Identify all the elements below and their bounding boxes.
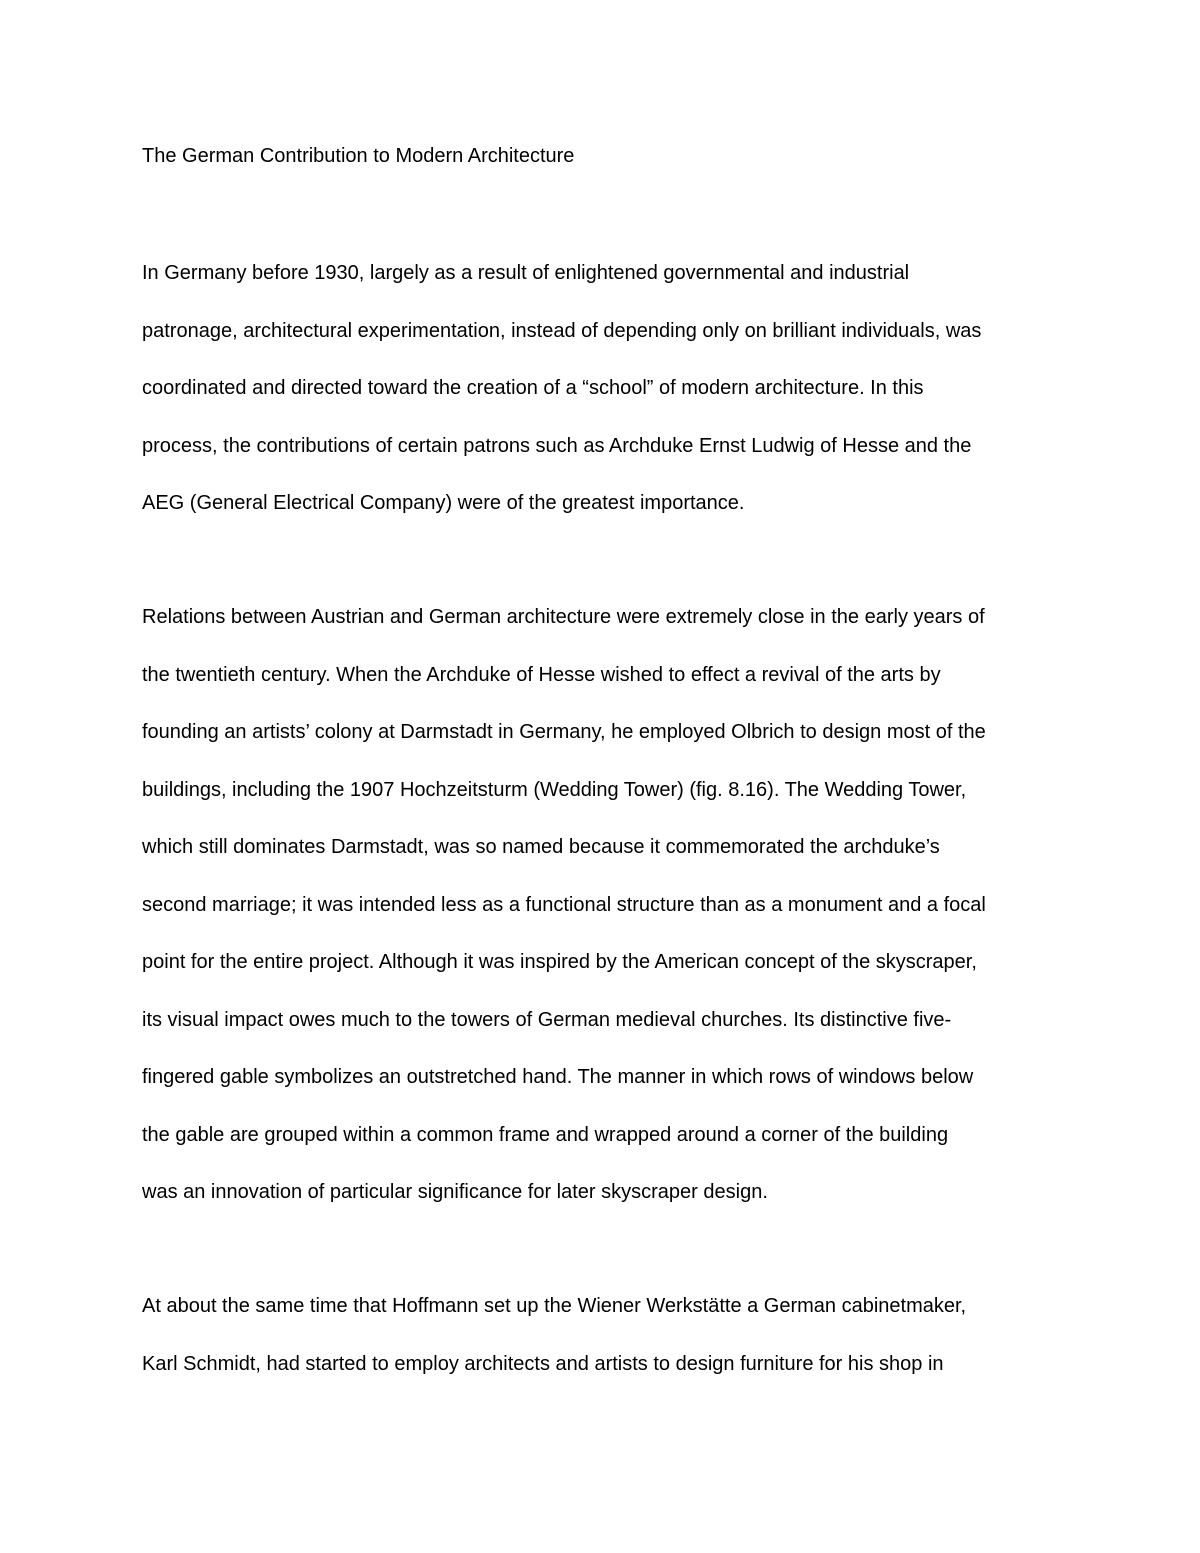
- text-line: In Germany before 1930, largely as a result of enlightened governmental and industrial: [142, 262, 910, 284]
- text-line: its visual impact owes much to the towers of German medieval churches. Its distinctive five-: [142, 1008, 952, 1031]
- text-line: At about the same time that Hoffmann set up the Wiener Werkstätte a German cabinetmaker,: [142, 1295, 967, 1317]
- paragraph: [142, 603, 1102, 1236]
- paragraph: [142, 259, 1102, 547]
- text-line: Karl Schmidt, had started to employ architects and artists to design furniture for his shop in: [142, 1352, 944, 1375]
- text-line: was an innovation of particular significance for later skyscraper design.: [142, 1181, 768, 1203]
- text-line: which still dominates Darmstadt, was so named because it commemorated the archduke’s: [142, 836, 940, 858]
- text-line: process, the contributions of certain patrons such as Archduke Ernst Ludwig of Hesse and the: [142, 434, 972, 457]
- text-line: AEG (General Electrical Company) were of the greatest importance.: [142, 492, 745, 514]
- text-line: fingered gable symbolizes an outstretched hand. The manner in which rows of windows below: [142, 1066, 974, 1088]
- text-line: Relations between Austrian and German architecture were extremely close in the early years of: [142, 606, 985, 628]
- text-line: patronage, architectural experimentation, instead of depending only on brilliant individuals, was: [142, 319, 982, 342]
- text-line: buildings, including the 1907 Hochzeitsturm (Wedding Tower) (fig. 8.16). The Wedding Tower,: [142, 778, 967, 801]
- text-line: coordinated and directed toward the creation of a “school” of modern architecture. In this: [142, 377, 924, 399]
- text-line: second marriage; it was intended less as a functional structure than as a monument and a focal: [142, 893, 986, 916]
- text-line: the twentieth century. When the Archduke of Hesse wished to effect a revival of the arts by: [142, 663, 941, 686]
- paragraph: [142, 1292, 1102, 1407]
- document-title: The German Contribution to Modern Architecture: [142, 145, 575, 167]
- text-line: point for the entire project. Although it was inspired by the American concept of the skyscraper,: [142, 951, 977, 973]
- text-line: the gable are grouped within a common frame and wrapped around a corner of the building: [142, 1123, 949, 1146]
- text-line: founding an artists’ colony at Darmstadt in Germany, he employed Olbrich to design most of the: [142, 721, 986, 743]
